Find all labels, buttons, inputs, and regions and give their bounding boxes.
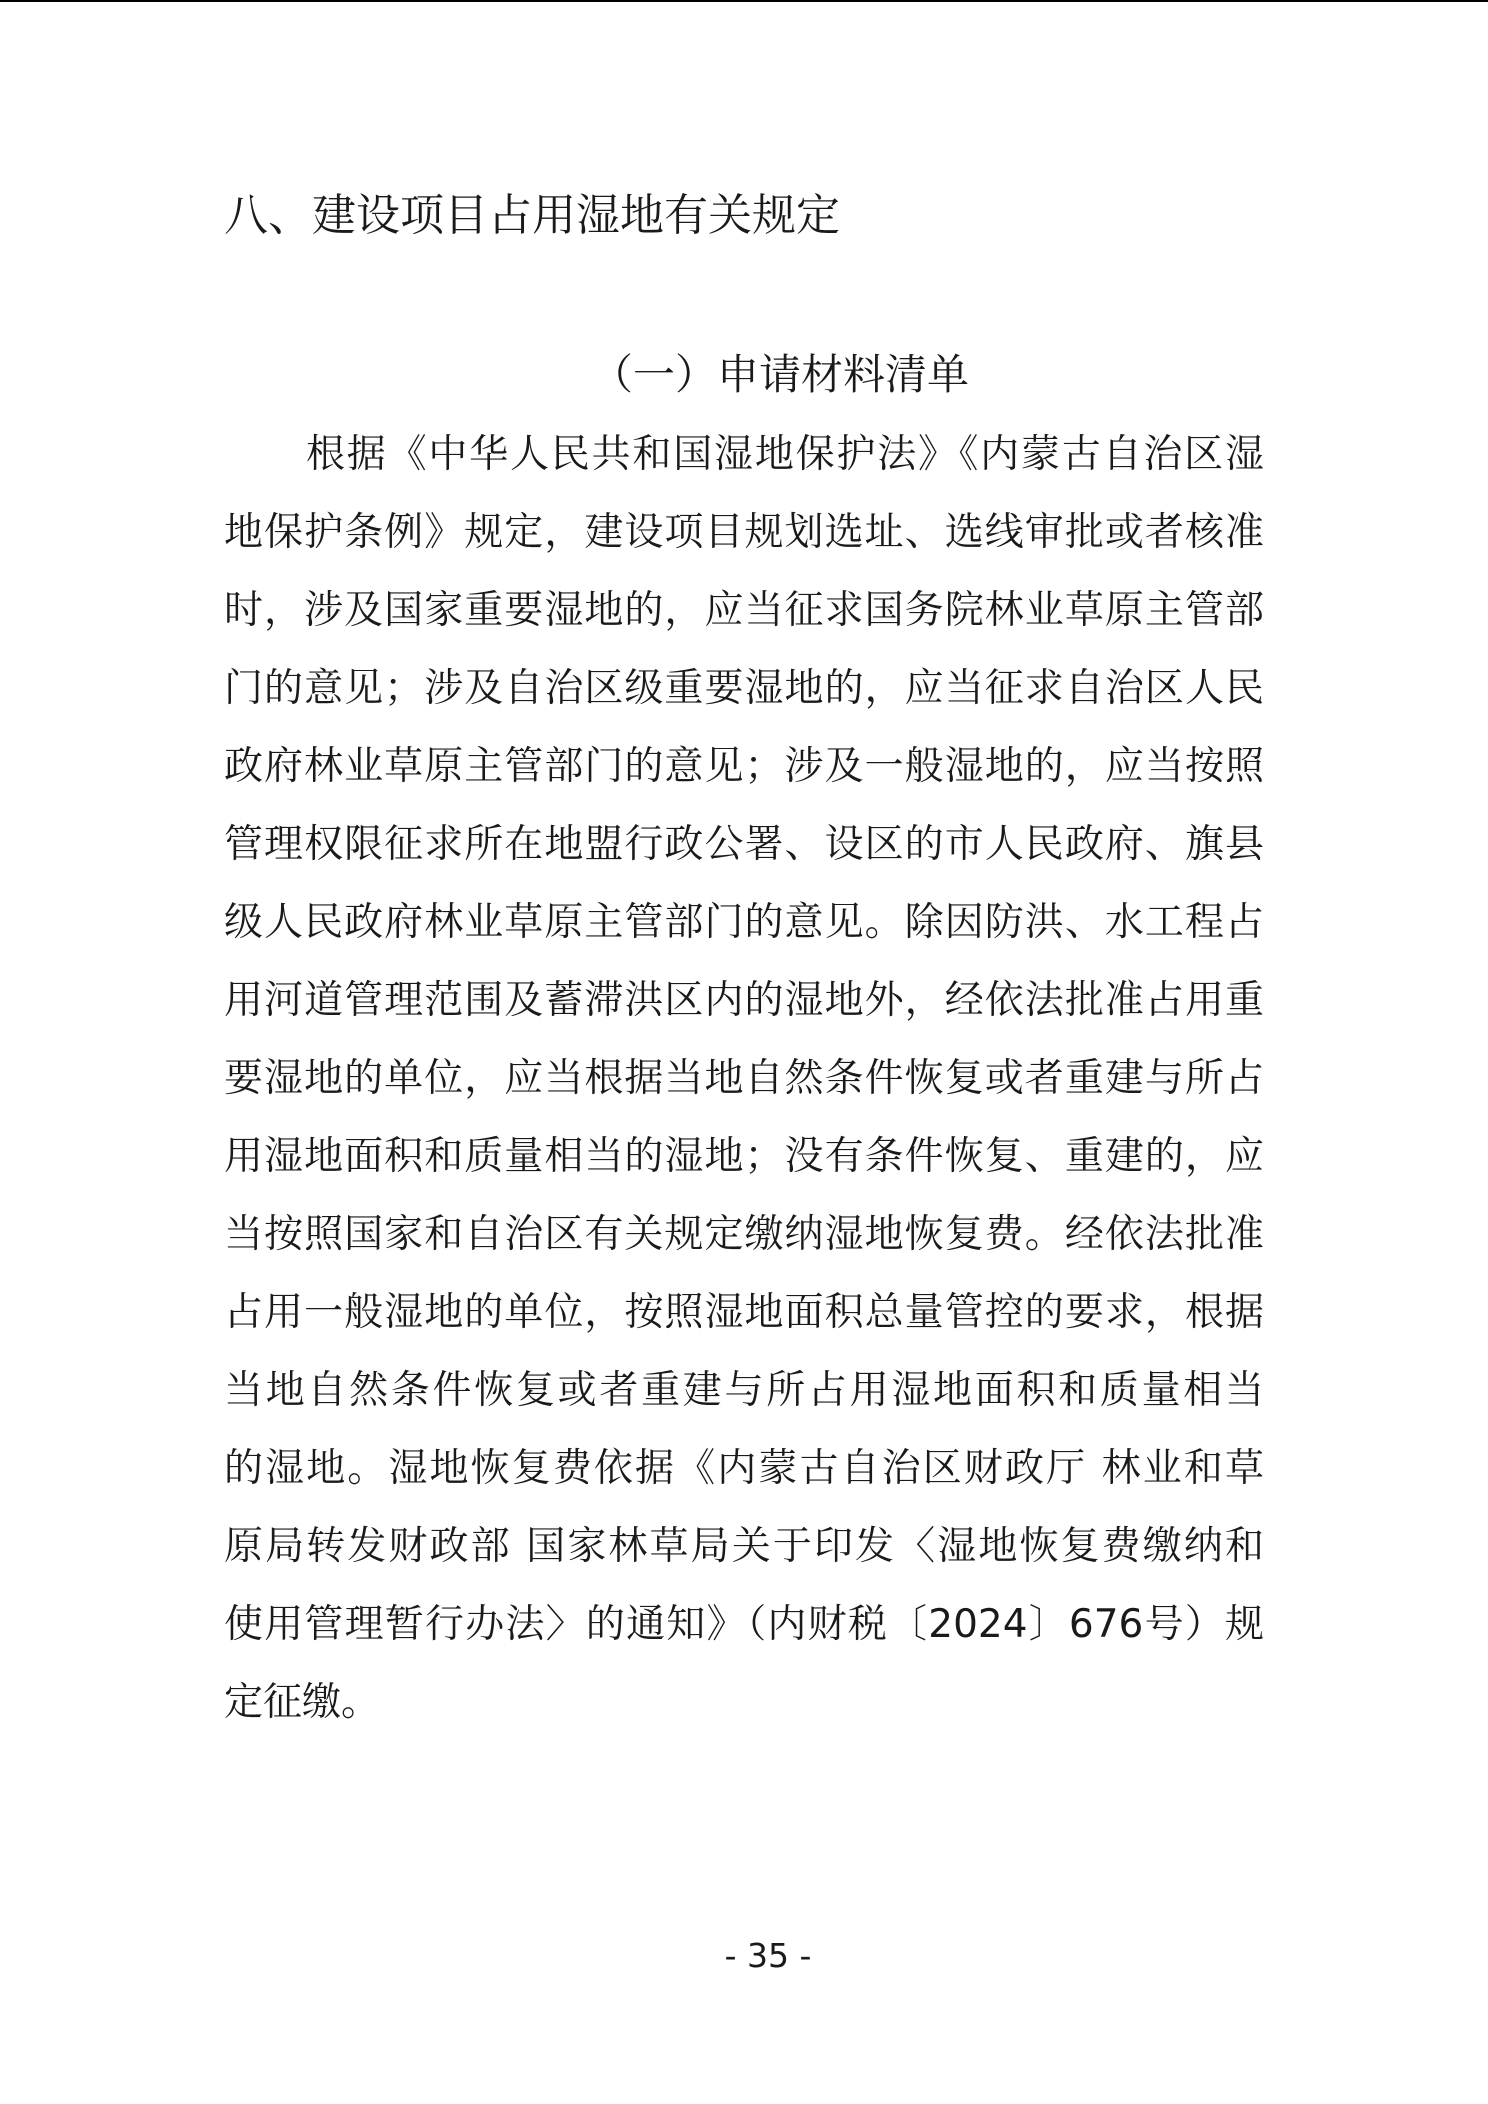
paragraph-line: 使用管理暂行办法〉的通知》（内财税〔2024〕676号）规 <box>224 1602 1264 1647</box>
paragraph-line: 根据《中华人民共和国湿地保护法》《内蒙古自治区湿 <box>306 432 1264 477</box>
page-number: - 35 - <box>724 1936 812 1975</box>
paragraph-line: 地保护条例》规定，建设项目规划选址、选线审批或者核准 <box>224 510 1264 555</box>
paragraph-line: 当按照国家和自治区有关规定缴纳湿地恢复费。经依法批准 <box>224 1212 1264 1257</box>
paragraph-line: 的湿地。湿地恢复费依据《内蒙古自治区财政厅 林业和草 <box>224 1446 1264 1491</box>
paragraph-line: 用河道管理范围及蓄滞洪区内的湿地外，经依法批准占用重 <box>224 978 1264 1023</box>
paragraph-line: 用湿地面积和质量相当的湿地；没有条件恢复、重建的，应 <box>224 1134 1264 1179</box>
paragraph-line: 原局转发财政部 国家林草局关于印发〈湿地恢复费缴纳和 <box>224 1524 1264 1569</box>
paragraph-line: 要湿地的单位，应当根据当地自然条件恢复或者重建与所占 <box>224 1056 1264 1101</box>
body-paragraph <box>224 425 1264 1751</box>
paragraph-line: 级人民政府林业草原主管部门的意见。除因防洪、水工程占 <box>224 900 1264 945</box>
section-title: 八、建设项目占用湿地有关规定 <box>224 190 840 241</box>
paragraph-line: 政府林业草原主管部门的意见；涉及一般湿地的，应当按照 <box>224 744 1264 789</box>
paragraph-line: 管理权限征求所在地盟行政公署、设区的市人民政府、旗县 <box>224 822 1264 867</box>
paragraph-line: 定征缴。 <box>224 1680 381 1725</box>
subsection-title: （一）申请材料清单 <box>590 350 969 399</box>
paragraph-line: 当地自然条件恢复或者重建与所占用湿地面积和质量相当 <box>224 1368 1264 1413</box>
paragraph-line: 门的意见；涉及自治区级重要湿地的，应当征求自治区人民 <box>224 666 1264 711</box>
paragraph-line: 时，涉及国家重要湿地的，应当征求国务院林业草原主管部 <box>224 588 1264 633</box>
paragraph-line: 占用一般湿地的单位，按照湿地面积总量管控的要求，根据 <box>224 1290 1264 1335</box>
